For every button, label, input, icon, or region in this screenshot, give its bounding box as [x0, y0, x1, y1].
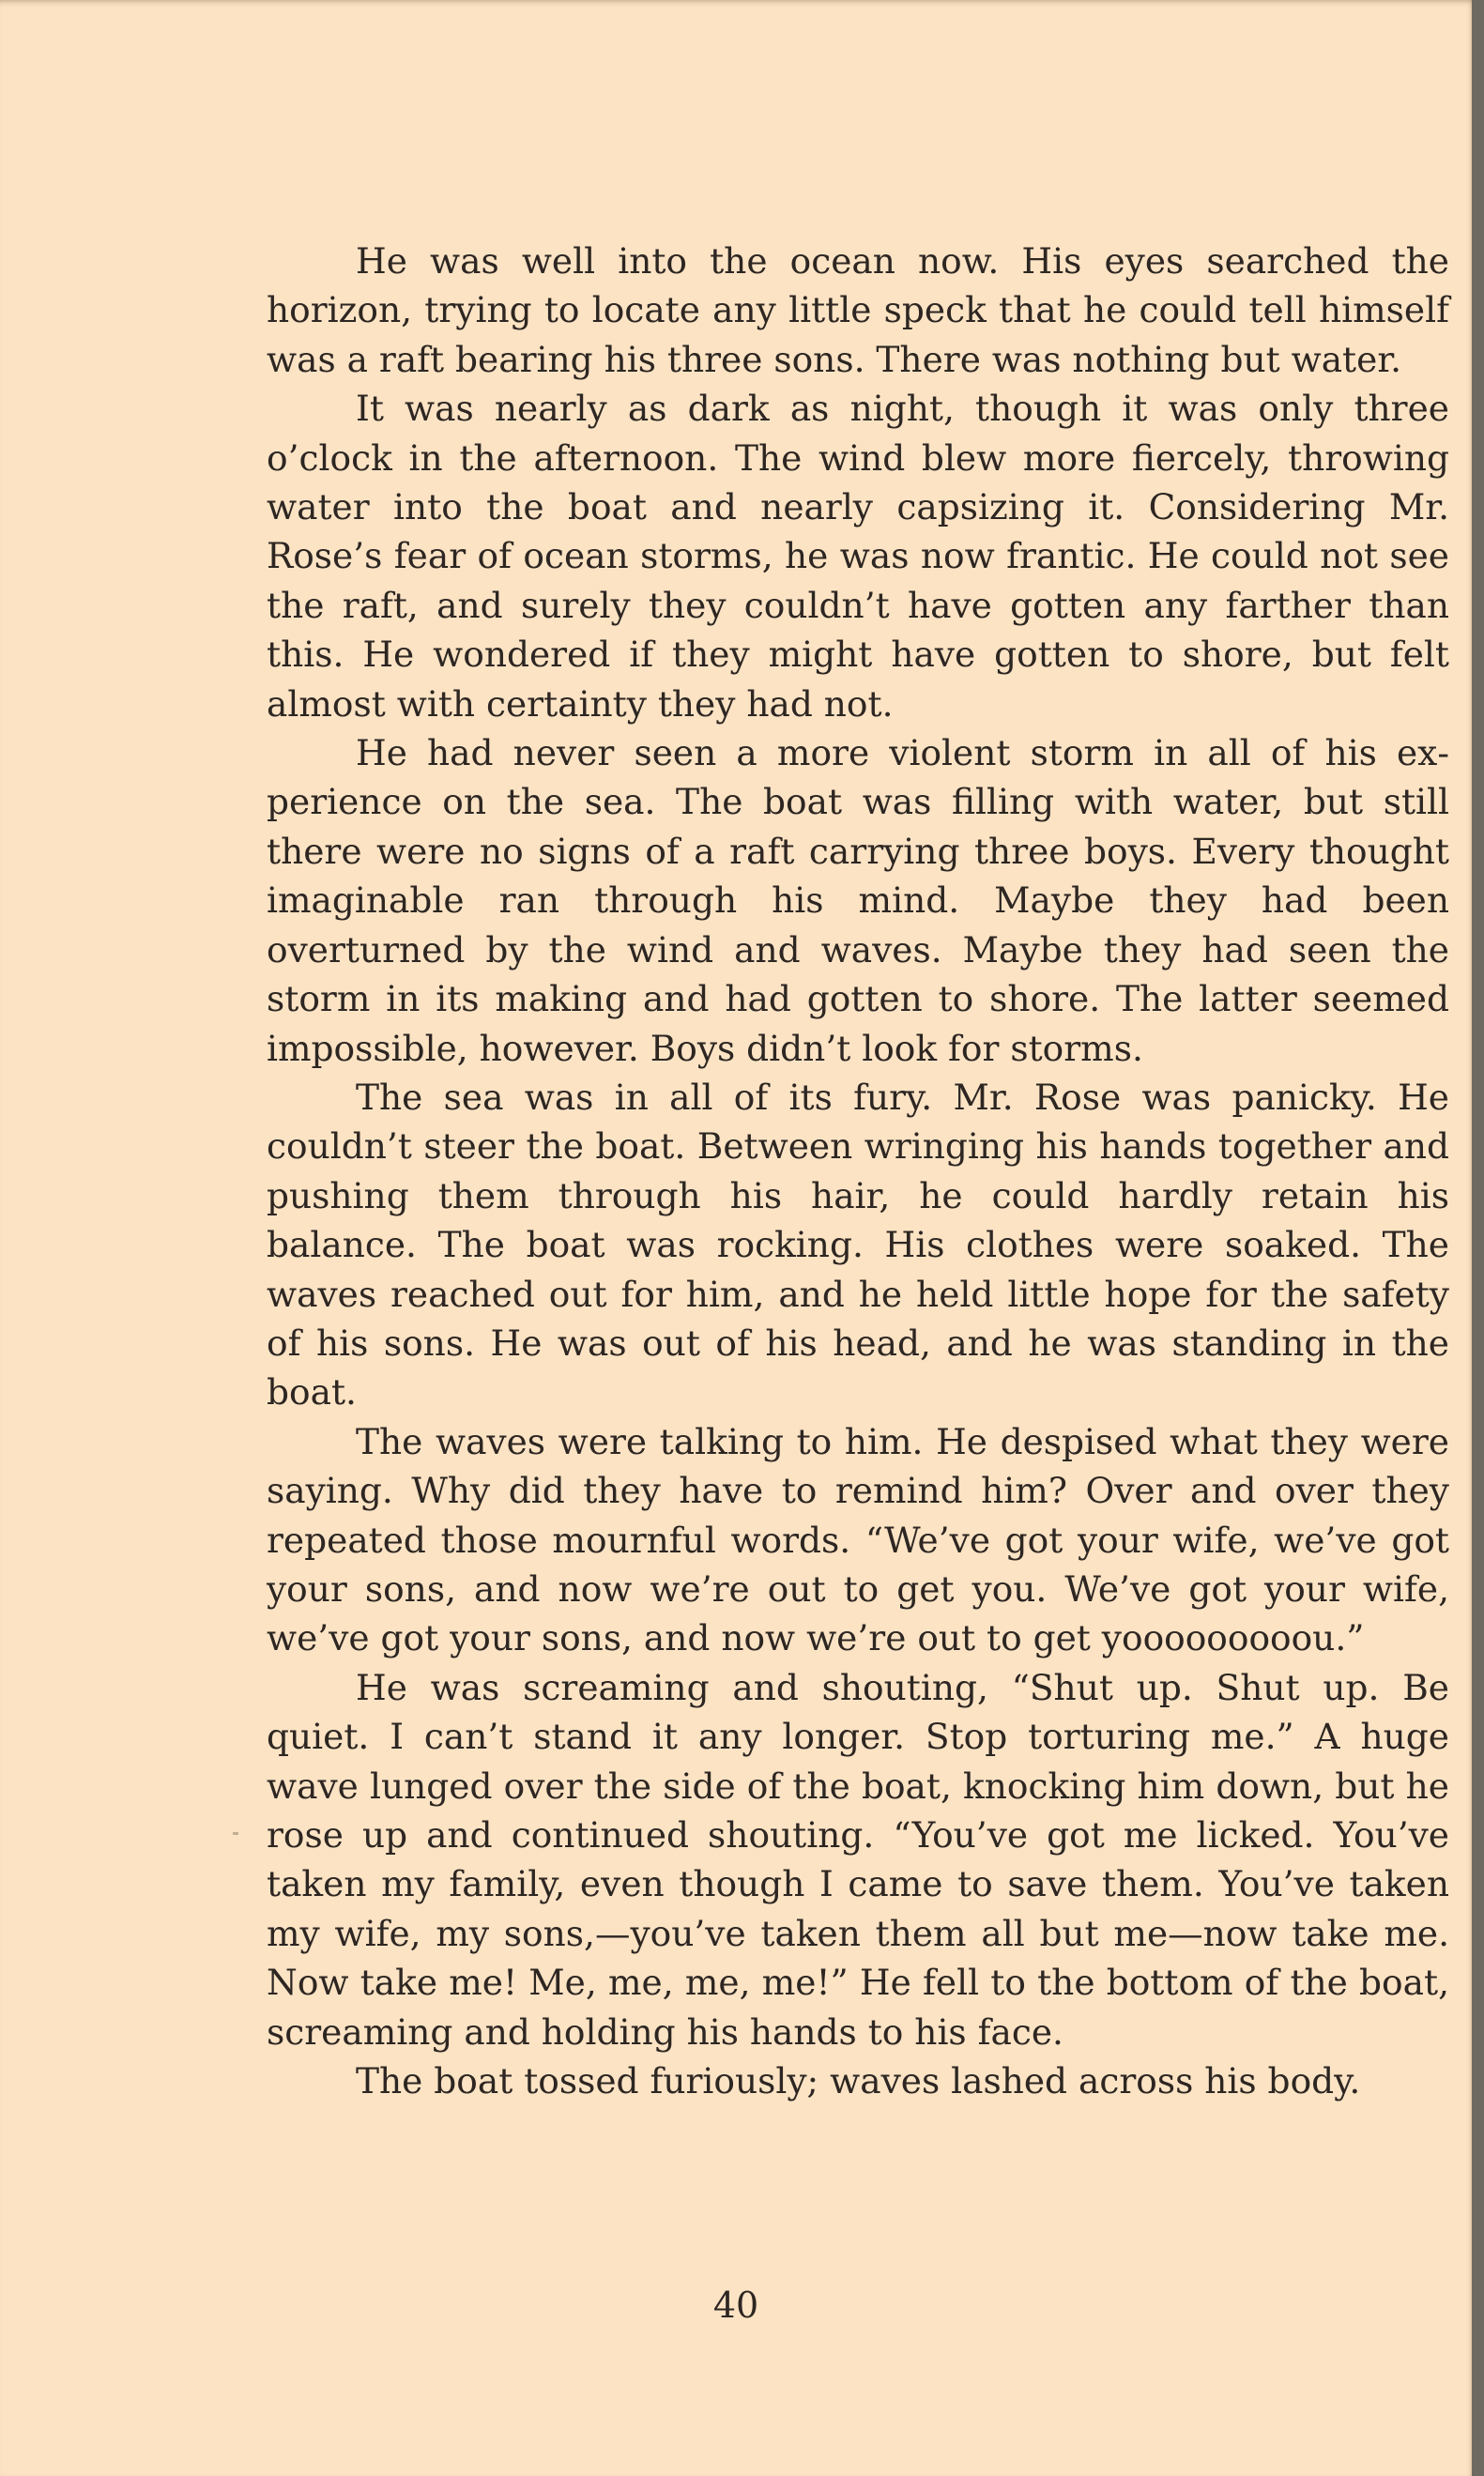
paragraph-7: The boat tossed furiously; waves lashed across his body. — [356, 2060, 1361, 2102]
paragraph-6: He was screaming and shouting, “Shut up. Shut up. Be quiet. I can’t stand it any longer. Stop torturing me.” A huge wave lunged over the side of the boat, knocking him down, but he rose up and continued shouting. “You’ve got me licked. You’ve taken my family, even though I came to save them. You’ve taken my wife, my sons,—you’ve taken them all but me—now take me. Now take me! Me, me, me, me!” He fell to the bottom of the boat, screaming and holding his hands to his face. — [267, 1666, 1449, 2053]
body-text — [267, 237, 1449, 2105]
paragraph-4: The sea was in all of its fury. Mr. Rose was panicky. He couldn’t steer the boat. Between wringing his hands together and pushing them through his hair, he could hardly retain his balance. The boat was rocking. His clothes were soaked. The waves reached out for him, and he held little hope for the safety of his sons. He was out of his head, and he was standing in the boat. — [267, 1076, 1449, 1414]
margin-mark — [233, 1832, 238, 1835]
paragraph-1: He was well into the ocean now. His eyes searched the horizon, trying to locate any little speck that he could tell himself was a raft bearing his three sons. There was nothing but water. — [267, 240, 1449, 380]
paragraph-2: It was nearly as dark as night, though it was only three o’clock in the afternoon. The wind blew more fiercely, throwing water into the boat and nearly capsizing it. Considering Mr. Rose’s fear of ocean storms, he was now frantic. He could not see the raft, and surely they couldn’t have gotten any farther than this. He wondered if they might have gotten to shore, but felt almost with certainty they had not. — [267, 388, 1449, 725]
paragraph-5: The waves were talking to him. He despised what they were saying. Why did they have to remind him? Over and over they repeated those mournful words. “We’ve got your wife, we’ve got your sons, and now we’re out to get you. We’ve got your wife, we’ve got your sons, and now we’re out to get yooooooooou.” — [267, 1420, 1449, 1659]
paragraph-3: He had never seen a more violent storm in all of his experience on the sea. The boat was filling with water, but still there were no signs of a raft carrying three boys. Every thought imaginable ran through his mind. Maybe they had been overturned by the wind and waves. Maybe they had seen the storm in its making and had gotten to shore. The latter seemed impossible, however. Boys didn’t look for storms. — [267, 732, 1449, 1069]
page-number: 40 — [712, 2285, 759, 2326]
